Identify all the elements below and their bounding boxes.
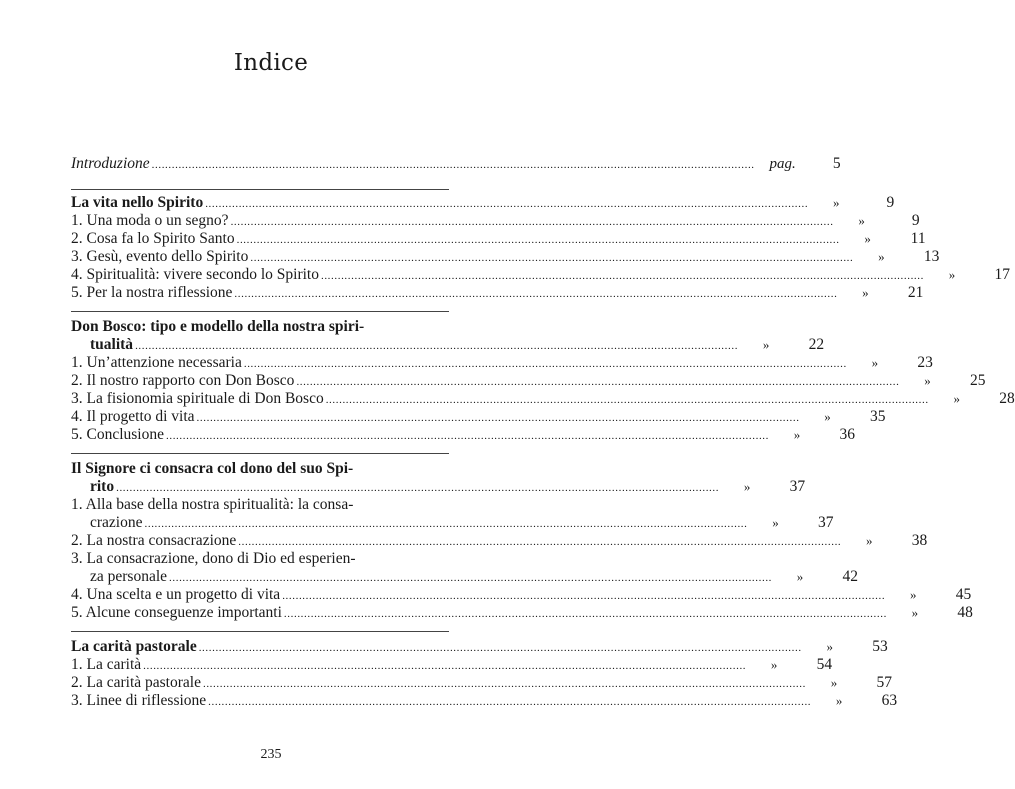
leader-dots — [152, 156, 755, 174]
toc-entry: 4. Spiritualità: vivere secondo lo Spirito ..... » 17 — [71, 266, 449, 284]
toc-entry: 4. Una scelta e un progetto di vita ..... » 45 — [71, 586, 449, 604]
leader-dots — [205, 195, 808, 213]
toc-section-heading: rito ..... » 37 — [71, 478, 449, 496]
toc-entry: 5. Conclusione ..... » 36 — [71, 426, 449, 444]
toc-section-heading-line: Il Signore ci consacra col dono del suo Spi- — [71, 460, 354, 477]
toc-entry: crazione ..... » 37 — [71, 514, 449, 532]
toc-entry: 2. Cosa fa lo Spirito Santo ..... » 11 — [71, 230, 449, 248]
toc-entry-line: 1. Alla base della nostra spiritualità: la consa- — [71, 496, 354, 513]
toc-section-heading: tualità ..... » 22 — [71, 336, 449, 354]
toc-section-heading-line: Don Bosco: tipo e modello della nostra spiri- — [71, 318, 365, 335]
toc-entry: 2. Il nostro rapporto con Don Bosco ..... » 25 — [71, 372, 449, 390]
section-divider — [71, 631, 449, 632]
toc-entry: 5. Alcune conseguenze importanti ..... » 48 — [71, 604, 449, 622]
toc-entry: 2. La carità pastorale ..... » 57 — [71, 674, 449, 692]
toc-entry: 5. Per la nostra riflessione ..... » 21 — [71, 284, 449, 302]
toc-section-heading: La vita nello Spirito ..... » 9 — [71, 194, 449, 212]
table-of-contents — [71, 155, 1015, 710]
toc-section-heading: La carità pastorale ..... » 53 — [71, 638, 449, 656]
toc-entry-line: 3. La consacrazione, dono di Dio ed esperien- — [71, 550, 356, 567]
toc-entry: 3. Gesù, evento dello Spirito ..... » 13 — [71, 248, 449, 266]
section-divider — [71, 189, 449, 190]
section-divider — [71, 453, 449, 454]
section-divider — [71, 311, 449, 312]
toc-entry: za personale ..... » 42 — [71, 568, 449, 586]
toc-entry: 2. La nostra consacrazione ..... » 38 — [71, 532, 449, 550]
toc-entry: 1. Una moda o un segno? ..... » 9 — [71, 212, 449, 230]
page-number-footer: 235 — [260, 747, 282, 762]
toc-entry: 3. Linee di riflessione ..... » 63 — [71, 692, 449, 710]
entry-title: Introduzione — [71, 155, 150, 172]
toc-entry: 1. La carità ..... » 54 — [71, 656, 449, 674]
page-abbrev: pag. — [769, 156, 796, 172]
page-number: 5 — [832, 155, 841, 172]
toc-entry: 4. Il progetto di vita ..... » 35 — [71, 408, 449, 426]
toc-entry: 1. Un’attenzione necessaria ..... » 23 — [71, 354, 449, 372]
toc-entry-introduction — [71, 155, 841, 173]
page-title: Indice — [233, 50, 309, 76]
toc-entry: 3. La fisionomia spirituale di Don Bosco ..... » 28 — [71, 390, 449, 408]
